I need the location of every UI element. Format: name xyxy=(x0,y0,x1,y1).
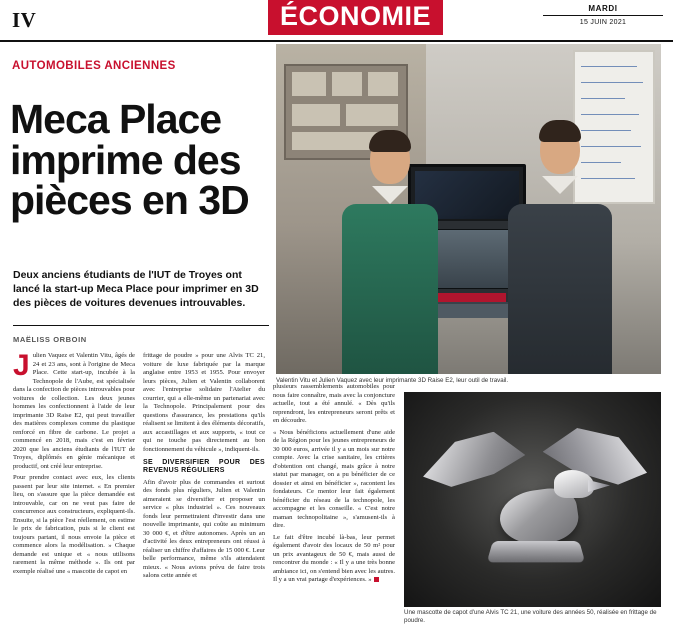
photo-person-torso xyxy=(342,204,438,374)
paragraph xyxy=(273,534,395,585)
paragraph xyxy=(13,474,135,576)
photo-person-right xyxy=(508,122,612,374)
paragraph-text: Le fait d'être incubé là-bas, leur permet également d'avoir des locaux de 50 m² pour un prix avantageux de 50 €, mais aussi de rencontrer du monde : « Il y a une très bonne ambiance ici, on s'entend bien avec les autres. Il y a un vrai partage d'expériences. » xyxy=(273,533,395,583)
divider xyxy=(13,325,269,326)
photo-person-collar xyxy=(372,186,408,204)
masthead-date: 15 JUIN 2021 xyxy=(579,19,627,26)
article-column-3 xyxy=(273,383,395,588)
article-subhead: SE DIVERSIFIER POUR DES REVENUS RÉGULIERS xyxy=(143,459,265,475)
photo-workshop xyxy=(276,44,661,374)
photo-person-collar xyxy=(542,176,578,194)
page-folio: IV xyxy=(12,8,37,32)
article-column-1 xyxy=(13,349,135,579)
paragraph-text: plusieurs rassemblements automobiles pour nous faire connaître, mais avec la conjoncture actuelle, tout a été annulé. « Dès qu'ils reprendront, les entrepreneurs seront prêts et en découdre. xyxy=(273,383,395,424)
eagle-base xyxy=(487,541,586,562)
photo-box xyxy=(292,104,340,126)
masthead-date-block xyxy=(543,4,663,26)
paragraph-text: Afin d'avoir plus de commandes et surtout des fonds plus réguliers, Julien et Valentin aimeraient se diversifier et proposer un service « plus industriel ». Ces nouveaux fonds leur permettraient d'investir dans une nouvelle imprimante, qui coûte au minimum 30 000 €, et d'être autonomes. Après un an d'activité les deux entrepreneurs ont réussi à réaliser un chiffre d'affaires de 15 000 €. Leur belle performance, même s'ils attendaient mieux. « Nous avions prévu de faire trois salons cette année et xyxy=(143,478,265,580)
photo-person-hair xyxy=(369,130,411,152)
photo-person-hair xyxy=(539,120,581,142)
photo-person-left xyxy=(342,128,438,374)
masthead-day: MARDI xyxy=(543,4,663,16)
drop-cap: J xyxy=(13,349,30,382)
paragraph-text: frittage de poudre » pour une Alvis TC 21, voiture de luxe fabriquée par la marque anglaise entre 1953 et 1955. Pour envoyer leurs pièces, Julien et Valentin collaborent avec l'entreprise solidaire l'Atelier du courrier, qui a elle-même un partenariat avec la Technopole. Principalement pour des questions d'assurance, les prestations qu'ils réalisent se limitent à des éléments décoratifs, aux accastillages et aux supports, « tout ce qui ne touche pas directement au bon fonctionnement du véhicule », indiquent-ils. xyxy=(143,352,265,453)
article-byline: MAËLISS ORBOIN xyxy=(13,335,87,344)
photo-eagle-mascot xyxy=(404,392,661,607)
section-title: ÉCONOMIE xyxy=(268,0,443,35)
masthead xyxy=(0,0,673,42)
end-mark xyxy=(374,577,379,582)
article-standfirst: Deux anciens étudiants de l'IUT de Troyes ont lancé la start-up Meca Place pour imprimer en 3D des pièces de voitures devenues introuvables. xyxy=(13,269,259,310)
paragraph-text: Pour prendre contact avec eux, les clients passent par leur site internet. « En premier lieu, on s'assure que la pièce demandée est introuvable, car on ne veut pas faire de concurrence aux constructeurs, expliquent-ils. Ensuite, si la pièce l'est réellement, on estime le prix de fabrication, puis si le client est toujours partant, il nous envoie la pièce et commence alors la modélisation. » Chaque demande est unique et « nous utilisons rarement la même méthode ». Ils ont par exemple réalisé une « mascotte de capot en xyxy=(13,474,135,575)
article-kicker: AUTOMOBILES ANCIENNES xyxy=(12,60,176,72)
paragraph xyxy=(273,429,395,531)
photo-caption-top: Valentin Vitu et Julien Vaquez avec leur imprimante 3D Raise E2, leur outil de travail. xyxy=(276,377,509,384)
photo-printer-label xyxy=(436,293,506,302)
photo-box xyxy=(292,72,326,96)
photo-person-torso xyxy=(508,204,612,374)
paragraph xyxy=(143,352,265,454)
photo-caption-bottom: Une mascotte de capot d'une Alvis TC 21, une voiture des années 50, réalisée en frittage de poudre. xyxy=(404,609,657,624)
article-column-2 xyxy=(143,352,265,584)
photo-box xyxy=(346,104,398,126)
paragraph xyxy=(273,383,395,426)
paragraph-text: « Nous bénéficions actuellement d'une aide de la Région pour les jeunes entrepreneurs de 30 000 euros, arrivée il y a un mois sur notre compte. Avec la crise sanitaire, les critères d'obtention ont changé, mais grâce à notre statut par manager, on a pu bénéficier de ce dossier et ainsi en bénéficier », racontent les fondateurs. Ce mentor leur fait également bénéficier du réseau de la technopole, les accompagne et les conseille. « C'est notre maman technopolitaine », s'amusent-ils à dire. xyxy=(273,428,395,529)
paragraph-text: ulien Vaquez et Valentin Vitu, âgés de 24 et 23 ans, sont à l'origine de Meca Place. Cette start-up, incubée à la Technopole de l'Aube, est spécialisée dans la confection de pièces introuvables pour voitures de collection. Les deux jeunes hommes les confectionnent à l'aide de leur imprimante 3D Raise E2, qui peut travailler des matières complexes comme du plastique renforcé en fibre de carbone. Le projet a commencé en 2018, mais c'est en février 2020 que les anciens étudiants de l'IUT de Troyes, diplômés en génie mécanique et productif, ont créé leur entreprise. xyxy=(13,352,135,470)
paragraph xyxy=(13,349,135,471)
photo-box xyxy=(332,72,362,96)
page-title: Meca Place imprime des pièces en 3D xyxy=(10,96,249,223)
photo-box xyxy=(368,72,398,96)
paragraph xyxy=(143,479,265,581)
